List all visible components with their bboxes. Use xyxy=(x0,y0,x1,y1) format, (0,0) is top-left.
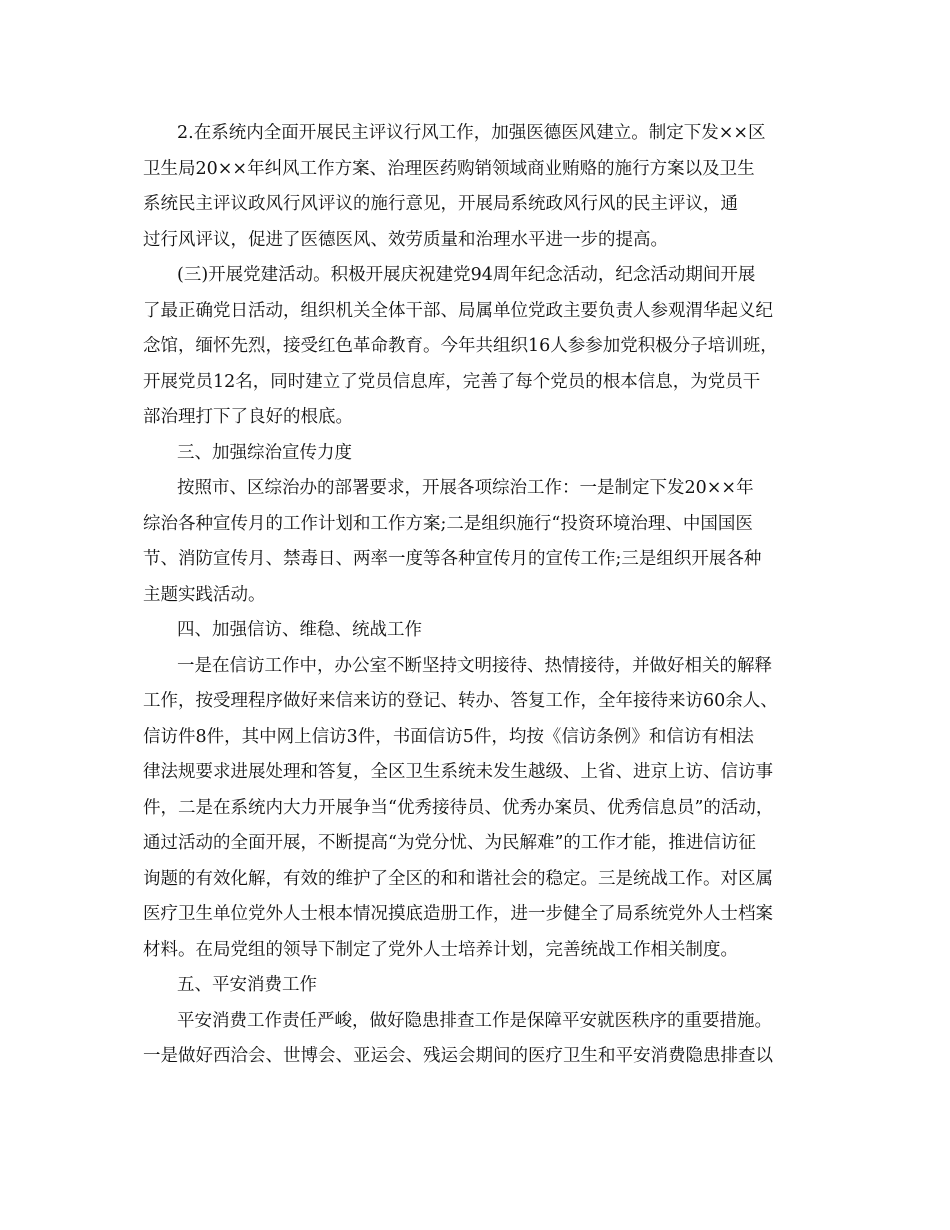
text-line: 医疗卫生单位党外人士根本情况摸底造册工作，进一步健全了局系统党外人士档案 xyxy=(143,904,773,924)
document-body xyxy=(143,116,823,1075)
text-line: 了最正确党日活动，组织机关全体干部、局属单位党政主要负责人参观渭华起义纪 xyxy=(143,300,773,321)
text-line: 念馆，缅怀先烈，接受红色革命教育。今年共组织16人参参加党积极分子培训班， xyxy=(143,336,778,356)
text-line: 信访件8件，其中网上信访3件，书面信访5件，均按《信访条例》和信访有相法 xyxy=(143,726,754,747)
text-line: (三)开展党建活动。积极开展庆祝建党94周年纪念活动，纪念活动期间开展 xyxy=(177,265,756,285)
text-line: 过行风评议，促进了医德医风、效劳质量和治理水平进一步的提高。 xyxy=(143,229,668,250)
text-line: 卫生局20××年纠风工作方案、治理医药购销领域商业贿赂的施行方案以及卫生 xyxy=(143,158,755,179)
text-line: 通过活动的全面开展，不断提高“为党分忧、为民解难”的工作才能，推进信访征 xyxy=(143,833,756,853)
text-line: 四、加强信访、维稳、统战工作 xyxy=(177,620,422,640)
text-line: 件，二是在系统内大力开展争当“优秀接待员、优秀办案员、优秀信息员”的活动， xyxy=(143,797,774,818)
text-line: 开展党员12名，同时建立了党员信息库，完善了每个党员的根本信息，为党员干 xyxy=(143,371,761,392)
text-line: 按照市、区综治办的部署要求，开展各项综治工作：一是制定下发20××年 xyxy=(177,478,754,498)
text-line: 综治各种宣传月的工作计划和工作方案;二是组织施行“投资环境治理、中国国医 xyxy=(143,513,753,534)
text-line: 平安消费工作责任严峻，做好隐患排查工作是保障平安就医秩序的重要措施。 xyxy=(177,1010,772,1031)
text-line: 询题的有效化解，有效的维护了全区的和和谐社会的稳定。三是统战工作。对区属 xyxy=(143,868,773,889)
text-line: 主题实践活动。 xyxy=(143,584,266,605)
text-line: 五、平安消费工作 xyxy=(177,975,317,995)
text-line: 工作，按受理程序做好来信来访的登记、转办、答复工作，全年接待来访60余人、 xyxy=(143,691,778,711)
text-line: 2.在系统内全面开展民主评议行风工作，加强医德医风建立。制定下发××区 xyxy=(177,123,766,143)
text-line: 一是在信访工作中，办公室不断坚持文明接待、热情接待，并做好相关的解释 xyxy=(177,655,772,676)
text-line: 三、加强综治宣传力度 xyxy=(177,442,352,463)
text-line: 部治理打下了良好的根底。 xyxy=(143,407,353,427)
text-line: 一是做好西洽会、世博会、亚运会、残运会期间的医疗卫生和平安消费隐患排查以 xyxy=(143,1046,773,1066)
text-line: 材料。在局党组的领导下制定了党外人士培养计划，完善统战工作相关制度。 xyxy=(143,939,738,960)
text-line: 节、消防宣传月、禁毒日、两率一度等各种宣传月的宣传工作;三是组织开展各种 xyxy=(143,549,762,569)
text-line: 律法规要求进展处理和答复，全区卫生系统未发生越级、上省、进京上访、信访事 xyxy=(143,762,773,782)
text-line: 系统民主评议政风行风评议的施行意见，开展局系统政风行风的民主评议，通 xyxy=(143,194,738,214)
